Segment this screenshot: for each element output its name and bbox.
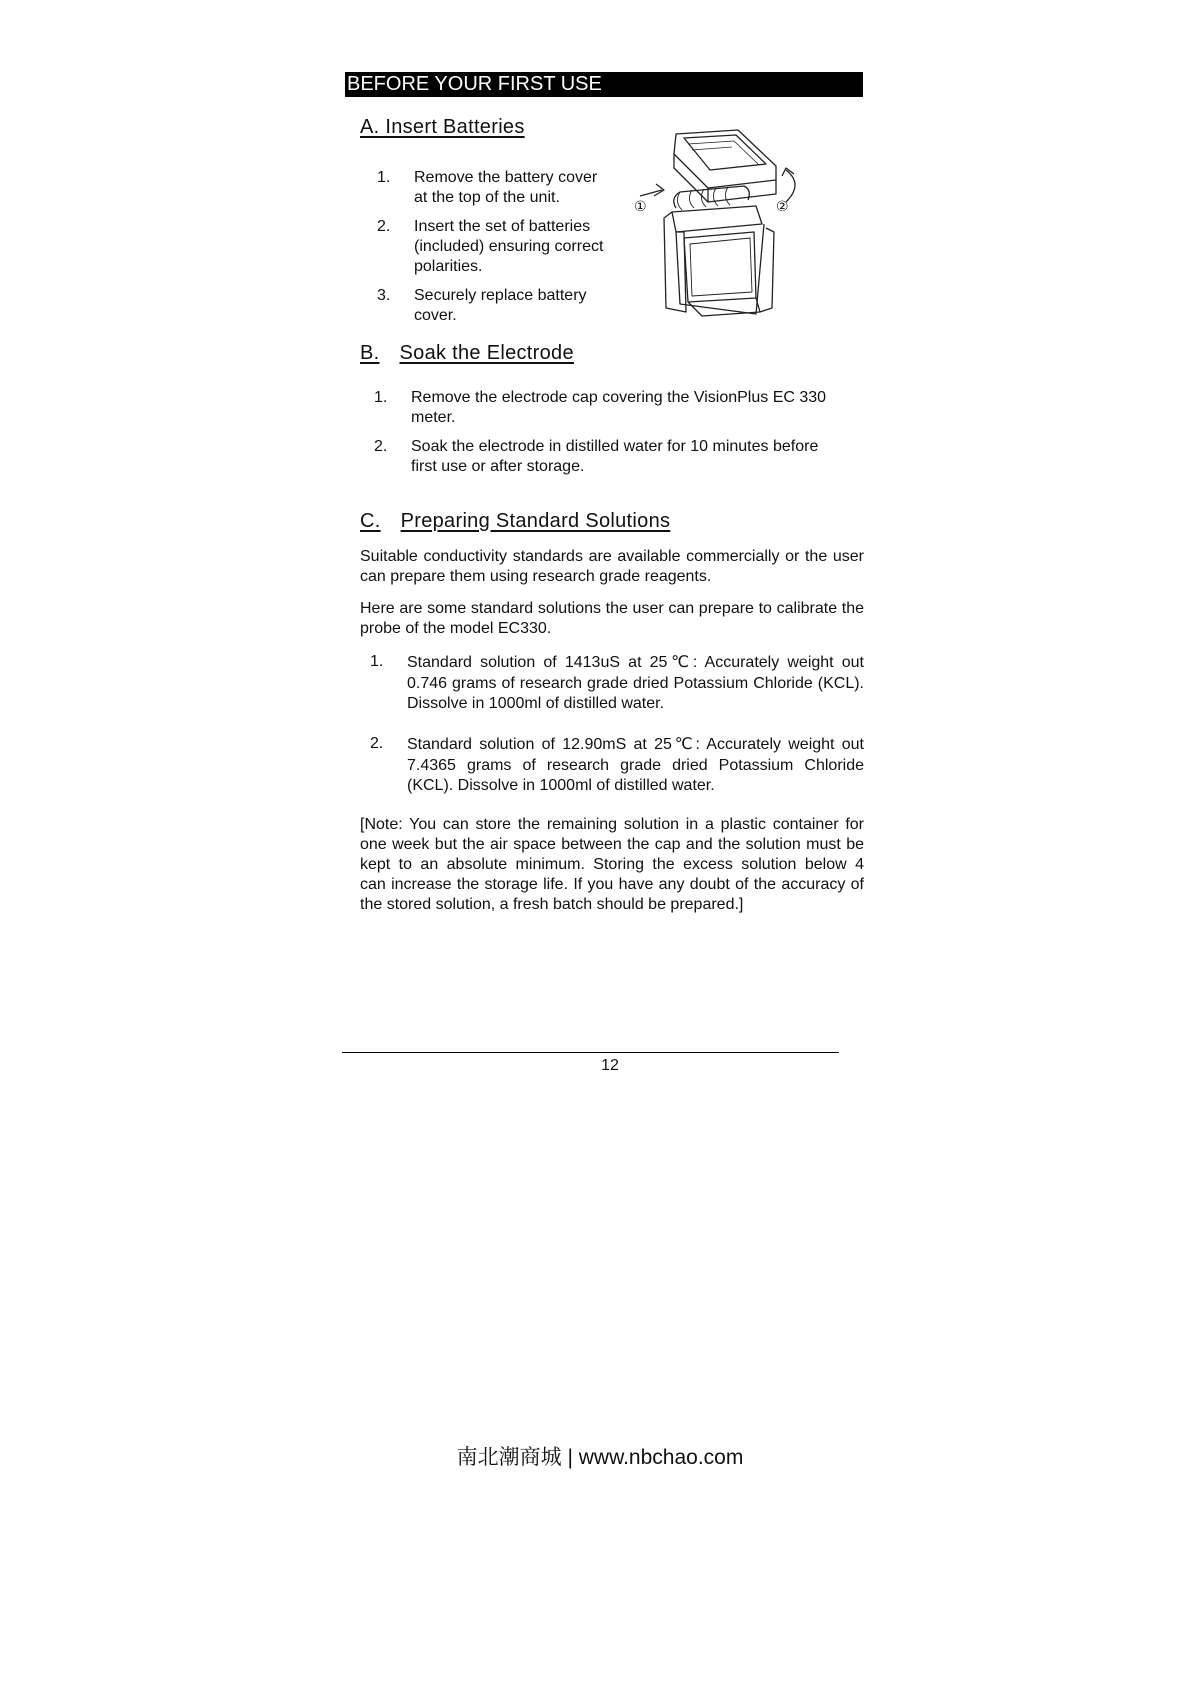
list-item [377, 217, 637, 281]
list-text: Soak the electrode in distilled water for 10 minutes before first use or after storage. [411, 438, 819, 475]
list-item [377, 286, 637, 330]
battery-compartment-illustration [636, 128, 806, 318]
section-banner: BEFORE YOUR FIRST USE [345, 72, 863, 97]
callout-one: ① [634, 198, 647, 214]
section-b-heading: B. Soak the Electrode [360, 342, 574, 364]
solution-1413-text: Standard solution of 1413uS at 25℃: Accurately weight out 0.746 grams of research grade dried Potassium Chloride (KCL). Dissolve in 1000ml of distilled water. [407, 654, 864, 712]
list-number: 2. [377, 218, 391, 235]
solution-1290-text: Standard solution of 12.90mS at 25℃: Accurately weight out 7.4365 grams of research grade dried Potassium Chloride (KCL). Dissolve in 1000ml of distilled water. [407, 736, 864, 794]
list-item [374, 437, 866, 481]
list-text: Remove the electrode cap covering the VisionPlus EC 330 meter. [411, 389, 827, 426]
list-number: 1. [374, 389, 388, 406]
section-a-heading: A. Insert Batteries [360, 116, 525, 138]
callout-two: ② [776, 198, 789, 214]
storage-note: [Note: You can store the remaining solution in a plastic container for one week but the air space between the cap and the solution must be kept to an absolute minimum. Storing the excess solution below 4 can increase the storage life. If you have any doubt of the accuracy of the stored solution, a fresh batch should be prepared.] [360, 816, 887, 913]
section-c-heading: C. Preparing Standard Solutions [360, 510, 671, 532]
page-number: 12 [601, 1057, 619, 1074]
list-item [377, 168, 637, 212]
list-number: 3. [377, 287, 391, 304]
list-number: 1. [377, 169, 391, 186]
footer-rule [342, 1052, 839, 1053]
list-text: Securely replace battery cover. [414, 287, 587, 324]
list-number: 1. [370, 653, 384, 670]
intro-paragraph: Suitable conductivity standards are available commercially or the user can prepare them using research grade reagents. [360, 548, 864, 585]
list-item [374, 388, 866, 432]
list-text: Remove the battery cover at the top of the unit. [414, 169, 598, 206]
list-number: 2. [370, 735, 384, 752]
calibrate-paragraph: Here are some standard solutions the user can prepare to calibrate the probe of the model EC330. [360, 600, 864, 637]
site-watermark: 南北潮商城 | www.nbchao.com [456, 1446, 744, 1469]
list-text: Insert the set of batteries (included) ensuring correct polarities. [414, 218, 604, 275]
list-number: 2. [374, 438, 388, 455]
